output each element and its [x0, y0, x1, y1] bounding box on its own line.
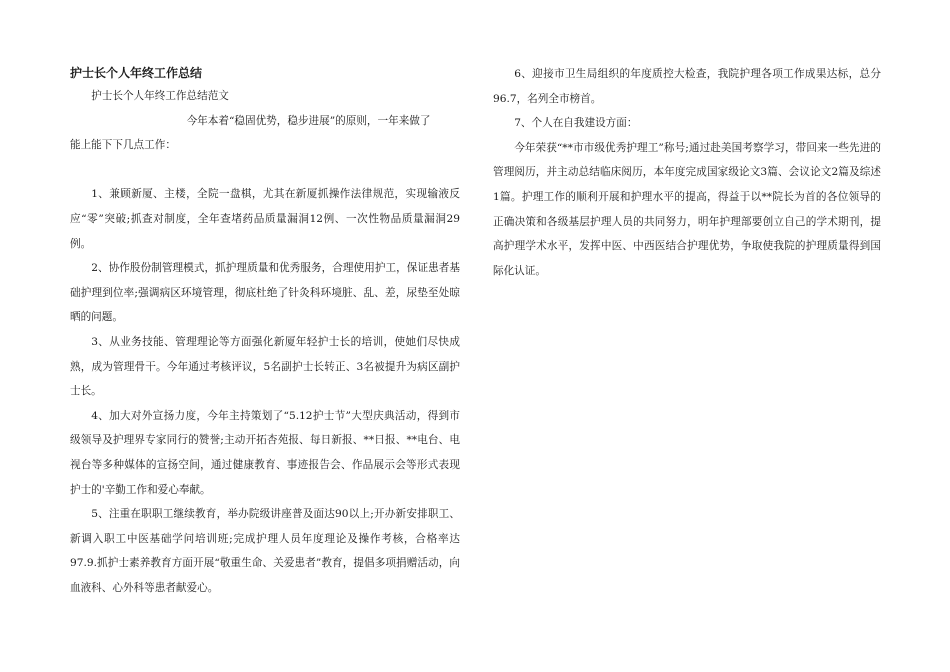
left-column	[70, 62, 460, 600]
paragraph-item-5: 5、注重在职职工继续教育，举办院级讲座普及面达90以上;开办新安排职工、新调入职工中医基础学问培训班;完成护理人员年度理论及操作考核，合格率达97.9.抓护士素养教育方面开展“敬重生命、关爱患者”教育，提倡多项捐赠活动，向血液科、心外科等患者献爱心。	[70, 508, 460, 594]
intro-line-2: 能上能下下几点工作：	[70, 139, 176, 152]
paragraph-item-7-heading: 7、个人在自我建设方面：	[514, 117, 638, 130]
document-subtitle: 护士长个人年终工作总结范文	[91, 90, 229, 102]
right-column	[493, 62, 881, 283]
blank-line	[70, 158, 460, 183]
intro-line-1: 今年本着“稳固优势，稳步进展”的原则，一年来做了	[186, 114, 431, 127]
paragraph-item-2: 2、协作股份制管理模式，抓护理质量和优秀服务，合理使用护工，保证患者基础护理到位率;强调病区环境管理，彻底杜绝了针灸科环境脏、乱、差，尿垫至处晾晒的问题。	[70, 262, 460, 324]
paragraph-item-1: 1、兼顾新厦、主楼，全院一盘棋，尤其在新厦抓操作法律规范，实现输液反应“零”突破;抓查对制度，全年查堵药品质量漏洞12例、一次性物品质量漏洞29例。	[70, 188, 460, 250]
paragraph-item-4: 4、加大对外宣扬力度，今年主持策划了“5.12护士节”大型庆典活动，得到市级领导及护理界专家同行的赞誉;主动开拓杏苑报、每日新报、**日报、**电台、电视台等多种媒体的宣扬空间，通过健康教育、事迹报告会、作品展示会等形式表现护士的'辛勤工作和爱心奉献。	[70, 409, 460, 496]
document-title: 护士长个人年终工作总结	[70, 66, 203, 80]
paragraph-item-6: 6、迎接市卫生局组织的年度质控大检查，我院护理各项工作成果达标，总分96.7，名列全市榜首。	[493, 68, 881, 105]
paragraph-item-3: 3、从业务技能、管理理论等方面强化新厦年轻护士长的培训，使她们尽快成熟，成为管理骨干。今年通过考核评议，5名副护士长转正、3名被提升为病区副护士长。	[70, 335, 460, 398]
paragraph-item-7-body: 今年荣获“**市市级优秀护理工”称号;通过赴美国考察学习，带回来一些先进的管理阅历，并主动总结临床阅历，本年度完成国家级论文3篇、会议论文2篇及综述1篇。护理工作的顺利开展和护理水平的提高，得益于以**院长为首的各位领导的正确决策和各级基层护理人员的共同努力，明年护理部要创立自己的学术期刊，提高护理学术水平，发挥中医、中西医结合护理优势，争取使我院的护理质量得到国际化认证。	[493, 141, 881, 277]
